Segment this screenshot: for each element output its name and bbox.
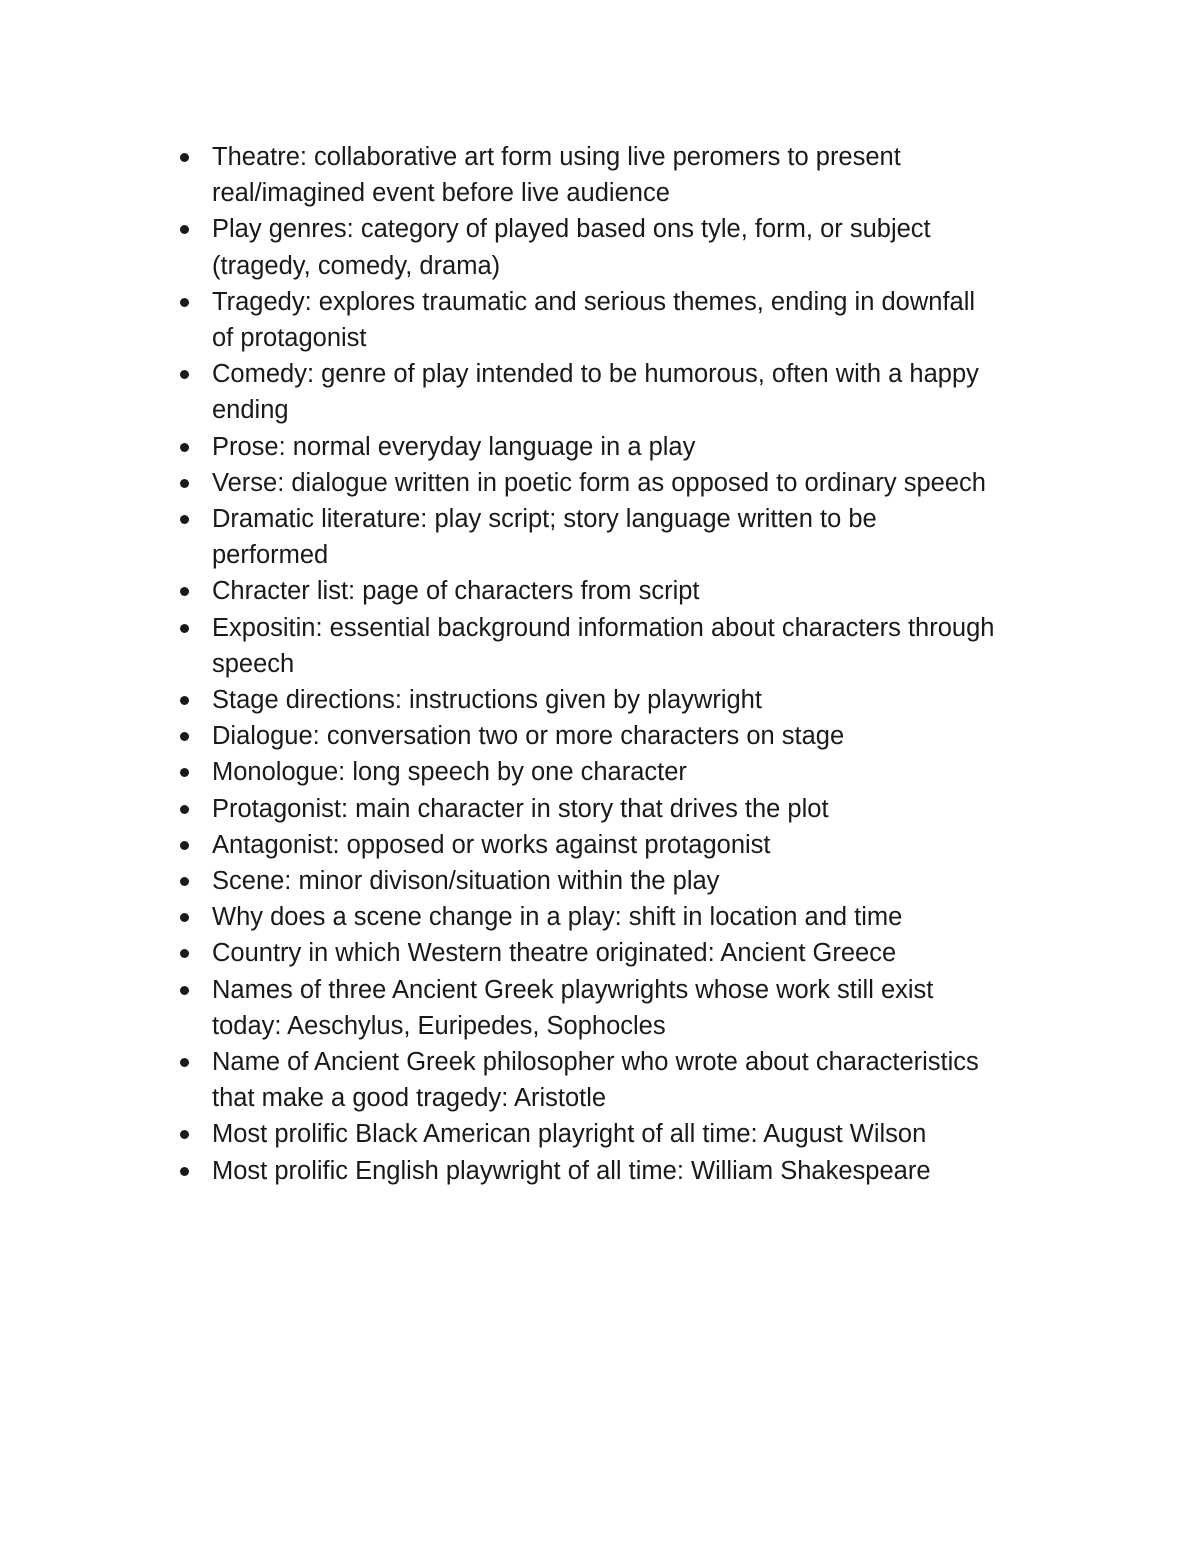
bullet-icon (180, 949, 189, 958)
list-item (170, 573, 1070, 609)
list-item-text-line: of protagonist (212, 324, 367, 353)
list-item-text-line: Comedy: genre of play intended to be humorous, often with a happy (212, 360, 979, 389)
list-item-text-line: speech (212, 649, 295, 678)
list-item (170, 465, 1070, 501)
bullet-icon (180, 877, 189, 886)
list-item (170, 356, 1070, 428)
list-item-text-line: Prose: normal everyday language in a play (212, 432, 696, 461)
list-item-text-line: Protagonist: main character in story that drives the plot (212, 794, 829, 823)
list-item-text-line: Antagonist: opposed or works against protagonist (212, 830, 771, 859)
list-item (170, 718, 1070, 754)
bullet-icon (180, 515, 189, 524)
bullet-icon (180, 225, 189, 234)
list-item (170, 429, 1070, 465)
bullet-icon (180, 841, 189, 850)
list-item-text-line: Verse: dialogue written in poetic form as opposed to ordinary speech (212, 468, 986, 497)
list-item-text-line: Play genres: category of played based ons tyle, form, or subject (212, 215, 931, 244)
list-item-text-line: Names of three Ancient Greek playwrights whose work still exist (212, 975, 934, 1004)
bullet-icon (180, 913, 189, 922)
list-item-text-line: Dialogue: conversation two or more characters on stage (212, 722, 845, 751)
list-item (170, 284, 1070, 356)
bullet-icon (180, 732, 189, 741)
list-item-text-line: Why does a scene change in a play: shift in location and time (212, 903, 903, 932)
list-item-text-line: Stage directions: instructions given by playwright (212, 686, 762, 715)
list-item-text-line: Chracter list: page of characters from script (212, 577, 700, 606)
list-item-text-line: ending (212, 396, 289, 425)
list-item (170, 501, 1070, 573)
bullet-icon (180, 1167, 189, 1176)
list-item (170, 935, 1070, 971)
list-item (170, 610, 1070, 682)
list-item-text-line: real/imagined event before live audience (212, 179, 670, 208)
list-item (170, 791, 1070, 827)
list-item-text-line: Dramatic literature: play script; story language written to be (212, 505, 877, 534)
list-item (170, 754, 1070, 790)
bullet-icon (180, 624, 189, 633)
list-item-text-line: Country in which Western theatre originated: Ancient Greece (212, 939, 897, 968)
list-item-text-line: (tragedy, comedy, drama) (212, 251, 501, 280)
list-item-text-line: Most prolific Black American playright of all time: August Wilson (212, 1120, 927, 1149)
bullet-icon (180, 768, 189, 777)
bullet-icon (180, 805, 189, 814)
bullet-icon (180, 479, 189, 488)
list-item-text-line: Monologue: long speech by one character (212, 758, 687, 787)
list-item-text-line: Name of Ancient Greek philosopher who wrote about characteristics (212, 1048, 979, 1077)
list-item (170, 972, 1070, 1044)
list-item-text-line: today: Aeschylus, Euripedes, Sophocles (212, 1011, 666, 1040)
list-item-text-line: Expositin: essential background information about characters through (212, 613, 995, 642)
list-item (170, 827, 1070, 863)
bullet-icon (180, 986, 189, 995)
notes-list (170, 139, 1070, 1189)
list-item-text-line: that make a good tragedy: Aristotle (212, 1084, 607, 1113)
list-item (170, 1153, 1070, 1189)
list-item (170, 682, 1070, 718)
list-item (170, 863, 1070, 899)
list-item-text-line: Tragedy: explores traumatic and serious themes, ending in downfall (212, 287, 976, 316)
list-item (170, 1044, 1070, 1116)
list-item (170, 211, 1070, 283)
bullet-icon (180, 1058, 189, 1067)
list-item-text-line: Theatre: collaborative art form using live peromers to present (212, 143, 901, 171)
list-item-text-line: performed (212, 541, 329, 570)
bullet-icon (180, 443, 189, 452)
list-item (170, 139, 1070, 211)
list-item (170, 1116, 1070, 1152)
list-item (170, 899, 1070, 935)
bullet-icon (180, 1130, 189, 1139)
bullet-icon (180, 587, 189, 596)
bullet-icon (180, 696, 189, 705)
list-item-text-line: Most prolific English playwright of all time: William Shakespeare (212, 1156, 931, 1185)
bullet-icon (180, 370, 189, 379)
list-item-text-line: Scene: minor divison/situation within the play (212, 867, 720, 896)
bullet-icon (180, 153, 189, 162)
bullet-icon (180, 298, 189, 307)
